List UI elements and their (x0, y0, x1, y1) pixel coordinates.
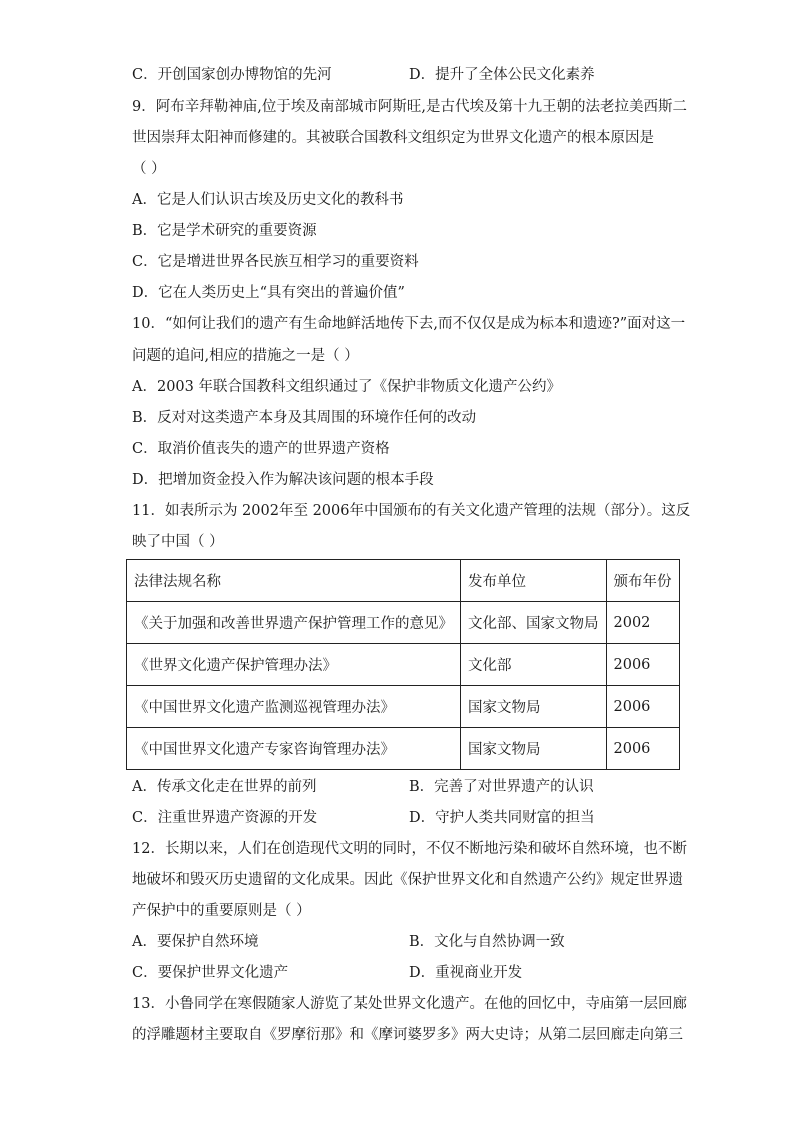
table-cell: 《中国世界文化遗产专家咨询管理办法》 (127, 728, 461, 770)
q11-stem-line1: 11．如表所示为 2002年至 2006年中国颁布的有关文化遗产管理的法规（部分）。这反 (132, 503, 691, 519)
table-cell: 2006 (606, 728, 679, 770)
regulations-table (126, 559, 680, 770)
q10-stem-line2: 问题的追问,相应的措施之一是（ ） (132, 348, 359, 364)
table-cell: 2006 (606, 686, 679, 728)
q9-stem-line1: 9．阿布辛拜勒神庙,位于埃及南部城市阿斯旺,是古代埃及第十九王朝的法老拉美西斯二 (132, 99, 687, 115)
table-row (127, 644, 680, 686)
q11-option-d[interactable]: D．守护人类共同财富的担当 (409, 810, 595, 826)
table-header-cell: 发布单位 (461, 560, 607, 602)
q9-option-c[interactable]: C．它是增进世界各民族互相学习的重要资料 (132, 254, 419, 270)
table-cell: 文化部 (461, 644, 607, 686)
table-row (127, 728, 680, 770)
q11-option-b[interactable]: B．完善了对世界遗产的认识 (409, 779, 594, 795)
table-header-row (127, 560, 680, 602)
q13-stem-line2: 的浮雕题材主要取自《罗摩衍那》和《摩诃婆罗多》两大史诗；从第二层回廊走向第三 (132, 1027, 683, 1043)
q12-option-a[interactable]: A．要保护自然环境 (132, 934, 259, 950)
q10-option-d[interactable]: D．把增加资金投入作为解决该问题的根本手段 (132, 472, 434, 488)
table-row (127, 686, 680, 728)
q9-answer-blank: （ ） (132, 161, 166, 177)
q12-stem-line2: 地破坏和毁灭历史遗留的文化成果。因此《保护世界文化和自然遗产公约》规定世界遗 (132, 872, 683, 888)
q10-option-a[interactable]: A．2003 年联合国教科文组织通过了《保护非物质文化遗产公约》 (132, 379, 561, 395)
q13-stem-line1: 13．小鲁同学在寒假随家人游览了某处世界文化遗产。在他的回忆中，寺庙第一层回廊 (132, 996, 687, 1012)
q9-option-d[interactable]: D．它在人类历史上“具有突出的普遍价值” (132, 285, 405, 301)
table-cell: 文化部、国家文物局 (461, 602, 607, 644)
q10-option-b[interactable]: B．反对对这类遗产本身及其周围的环境作任何的改动 (132, 410, 477, 426)
q9-stem-line2: 世因崇拜太阳神而修建的。其被联合国教科文组织定为世界文化遗产的根本原因是 (132, 130, 654, 146)
table-cell: 2006 (606, 644, 679, 686)
q12-option-d[interactable]: D．重视商业开发 (409, 965, 523, 981)
q9-option-a[interactable]: A．它是人们认识古埃及历史文化的教科书 (132, 192, 404, 208)
table-cell: 《中国世界文化遗产监测巡视管理办法》 (127, 686, 461, 728)
table-header-cell: 法律法规名称 (127, 560, 461, 602)
table-cell: 国家文物局 (461, 728, 607, 770)
q9-option-b[interactable]: B．它是学术研究的重要资源 (132, 223, 317, 239)
q12-stem-line1: 12．长期以来，人们在创造现代文明的同时，不仅不断地污染和破坏自然环境，也不断 (132, 841, 687, 857)
q12-option-c[interactable]: C．要保护世界文化遗产 (132, 965, 289, 981)
table-cell: 国家文物局 (461, 686, 607, 728)
q10-stem-line1: 10．“如何让我们的遗产有生命地鲜活地传下去,而不仅仅是成为标本和遗迹?”面对这一 (132, 316, 686, 332)
q10-option-c[interactable]: C．取消价值丧失的遗产的世界遗产资格 (132, 441, 390, 457)
table-cell: 《世界文化遗产保护管理办法》 (127, 644, 461, 686)
q11-option-a[interactable]: A．传承文化走在世界的前列 (132, 779, 317, 795)
q8-option-d[interactable]: D．提升了全体公民文化素养 (409, 67, 595, 83)
table-row (127, 602, 680, 644)
table-cell: 《关于加强和改善世界遗产保护管理工作的意见》 (127, 602, 461, 644)
q11-stem-line2: 映了中国（ ） (132, 534, 224, 550)
q8-option-c[interactable]: C．开创国家创办博物馆的先河 (132, 67, 332, 83)
table-cell: 2002 (606, 602, 679, 644)
table-header-cell: 颁布年份 (606, 560, 679, 602)
q11-option-c[interactable]: C．注重世界遗产资源的开发 (132, 810, 318, 826)
q12-option-b[interactable]: B．文化与自然协调一致 (409, 934, 565, 950)
q12-stem-line3: 产保护中的重要原则是（ ） (132, 903, 311, 919)
